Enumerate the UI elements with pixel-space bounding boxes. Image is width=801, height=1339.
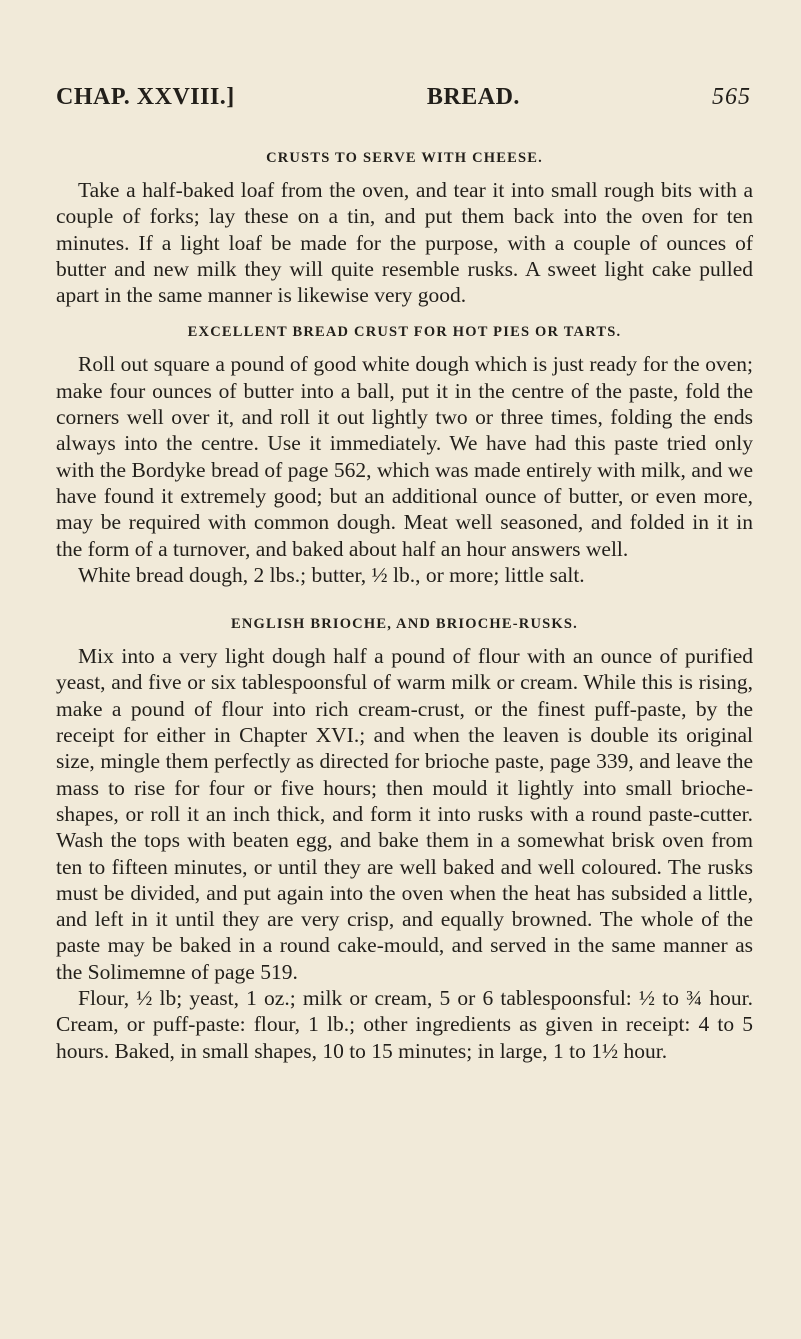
running-title: BREAD. xyxy=(426,84,520,110)
section-heading: EXCELLENT BREAD CRUST FOR HOT PIES OR TARTS. xyxy=(187,324,622,341)
page-number: 565 xyxy=(712,84,751,110)
section-heading: CRUSTS TO SERVE WITH CHEESE. xyxy=(266,150,543,166)
section-paragraph: Roll out square a pound of good white dough which is just ready for the oven; make four ounces of butter into a ball, put it in the centre of the paste, fold the corners well over it, and roll it out lightly two or three times, folding the ends always into the centre. Use it immediately. We have had this paste tried only with the Bordyke bread of page 562, which was made entirely with milk, and we have found it extremely good; but an additional ounce of butter, or even more, may be required with common dough. Meat well seasoned, and folded in it in the form of a turnover, and baked about half an hour answers well. xyxy=(56,352,753,561)
ingredients-summary: Flour, ½ lb; yeast, 1 oz.; milk or cream, 5 or 6 tablespoonsful: ½ to ¾ hour. Cream, or puff-paste: flour, 1 lb.; other ingredients as given in receipt: 4 to 5 hours. Baked, in small shapes, 10 to 15 minutes; in large, 1 to 1½ hour. xyxy=(56,986,753,1063)
chapter-label: CHAP. XXVIII.] xyxy=(56,84,235,110)
section-english-brioche xyxy=(56,616,753,1064)
page-content xyxy=(56,150,753,1064)
section-heading: ENGLISH BRIOCHE, AND BRIOCHE-RUSKS. xyxy=(231,616,578,633)
ingredients-summary: White bread dough, 2 lbs.; butter, ½ lb., or more; little salt. xyxy=(78,562,585,587)
section-bread-crust xyxy=(56,324,753,588)
section-crusts-cheese xyxy=(56,150,753,308)
section-paragraph: Take a half-baked loaf from the oven, and tear it into small rough bits with a couple of forks; lay these on a tin, and put them back into the oven for ten minutes. If a light loaf be made for the purpose, with a couple of ounces of butter and new milk they will quite resemble rusks. A sweet light cake pulled apart in the same manner is likewise very good. xyxy=(56,178,753,308)
section-paragraph: Mix into a very light dough half a pound of flour with an ounce of purified yeast, and five or six tablespoonsful of warm milk or cream. While this is rising, make a pound of flour into rich cream-crust, or the finest puff-paste, by the receipt for either in Chapter XVI.; and when the leaven is double its original size, mingle them perfectly as directed for brioche paste, page 339, and leave the mass to rise for four or five hours; then mould it lightly into small brioche-shapes, or roll it an inch thick, and form it into rusks with a round paste-cutter. Wash the tops with beaten egg, and bake them in a somewhat brisk oven from ten to fifteen minutes, or until they are well baked and well coloured. The rusks must be divided, and put again into the oven when the heat has subsided a little, and left in it until they are very crisp, and equally browned. The whole of the paste may be baked in a round cake-mould, and served in the same manner as the Solimemne of page 519. xyxy=(56,644,753,984)
running-head xyxy=(56,84,751,111)
